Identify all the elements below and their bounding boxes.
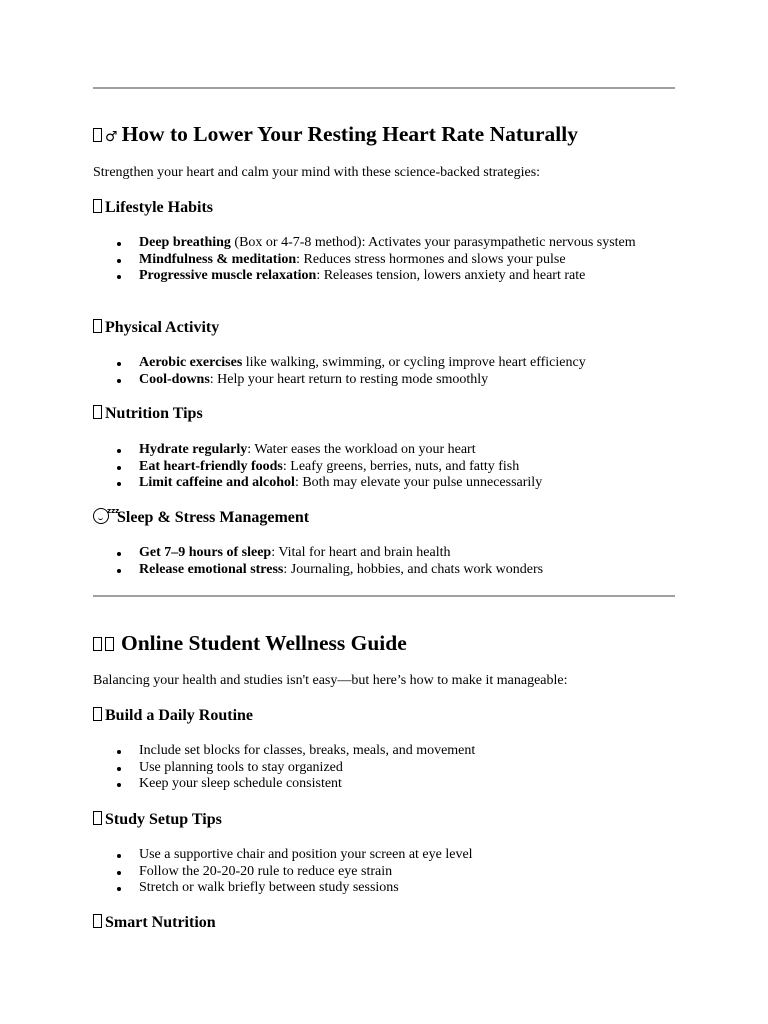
subsection-heading: Study Setup Tips bbox=[93, 810, 675, 830]
subsection-lifestyle-habits bbox=[93, 198, 675, 218]
subsection-heading: Smart Nutrition bbox=[93, 913, 675, 933]
list-item: Include set blocks for classes, breaks, meals, and movement bbox=[139, 743, 675, 760]
list-item: Hydrate regularly: Water eases the workload on your heart bbox=[139, 442, 675, 459]
middle-divider bbox=[93, 595, 675, 597]
subsection-physical-activity bbox=[93, 318, 675, 338]
section1-intro-row bbox=[93, 164, 675, 181]
subsection-heading: Nutrition Tips bbox=[93, 404, 675, 424]
section1-title-row bbox=[93, 121, 675, 150]
list-item: Get 7–9 hours of sleep: Vital for heart and brain health bbox=[139, 545, 675, 562]
missing-glyph-icon bbox=[93, 199, 102, 213]
missing-glyph-icon bbox=[93, 405, 102, 419]
sleeping-face-icon: zzz bbox=[93, 508, 109, 524]
subsection-smart-nutrition bbox=[93, 913, 675, 933]
subsection-sleep-stress bbox=[93, 508, 675, 528]
nutrition-tips-list bbox=[93, 442, 675, 492]
sleep-stress-list bbox=[93, 545, 675, 578]
list-item: Use a supportive chair and position your screen at eye level bbox=[139, 847, 675, 864]
list-item: Follow the 20-20-20 rule to reduce eye strain bbox=[139, 864, 675, 881]
physical-activity-list bbox=[93, 355, 675, 388]
section2-title-row bbox=[93, 630, 675, 656]
subsection-heading: zzz Sleep & Stress Management bbox=[93, 508, 675, 528]
subsection-heading: Physical Activity bbox=[93, 318, 675, 338]
top-divider bbox=[93, 87, 675, 89]
list-item: Stretch or walk briefly between study sessions bbox=[139, 880, 675, 897]
list-item: Progressive muscle relaxation: Releases tension, lowers anxiety and heart rate bbox=[139, 268, 675, 285]
male-sign-icon: ♂ bbox=[105, 129, 118, 145]
subsection-heading: Lifestyle Habits bbox=[93, 198, 675, 218]
missing-glyph-icon bbox=[93, 707, 102, 721]
list-item: Release emotional stress: Journaling, hobbies, and chats work wonders bbox=[139, 562, 675, 579]
subsection-heading: Build a Daily Routine bbox=[93, 706, 675, 726]
lifestyle-habits-list bbox=[93, 235, 675, 285]
section2-title: Online Student Wellness Guide bbox=[93, 630, 675, 656]
section1-title: ♂ How to Lower Your Resting Heart Rate Naturally bbox=[93, 121, 675, 150]
missing-glyph-icon bbox=[93, 914, 102, 928]
study-setup-list bbox=[93, 847, 675, 897]
subsection-daily-routine bbox=[93, 706, 675, 726]
subsection-nutrition-tips bbox=[93, 404, 675, 424]
section2-intro: Balancing your health and studies isn't easy—but here’s how to make it manageable: bbox=[93, 673, 568, 688]
list-item: Cool-downs: Help your heart return to resting mode smoothly bbox=[139, 372, 675, 389]
list-item: Eat heart-friendly foods: Leafy greens, berries, nuts, and fatty fish bbox=[139, 459, 675, 476]
list-item: Mindfulness & meditation: Reduces stress hormones and slows your pulse bbox=[139, 252, 675, 269]
missing-glyph-icon bbox=[93, 319, 102, 333]
person-running-icon bbox=[93, 128, 102, 142]
student-icon bbox=[93, 637, 102, 651]
subsection-study-setup bbox=[93, 810, 675, 830]
missing-glyph-icon bbox=[93, 811, 102, 825]
section2-intro-row bbox=[93, 672, 675, 689]
list-item: Keep your sleep schedule consistent bbox=[139, 776, 675, 793]
list-item: Limit caffeine and alcohol: Both may elevate your pulse unnecessarily bbox=[139, 475, 675, 492]
list-item: Aerobic exercises like walking, swimming, or cycling improve heart efficiency bbox=[139, 355, 675, 372]
section1-intro: Strengthen your heart and calm your mind with these science-backed strategies: bbox=[93, 165, 541, 180]
daily-routine-list bbox=[93, 743, 675, 793]
list-item: Deep breathing (Box or 4-7-8 method): Activates your parasympathetic nervous system bbox=[139, 235, 675, 252]
laptop-icon bbox=[105, 637, 114, 651]
list-item: Use planning tools to stay organized bbox=[139, 760, 675, 777]
